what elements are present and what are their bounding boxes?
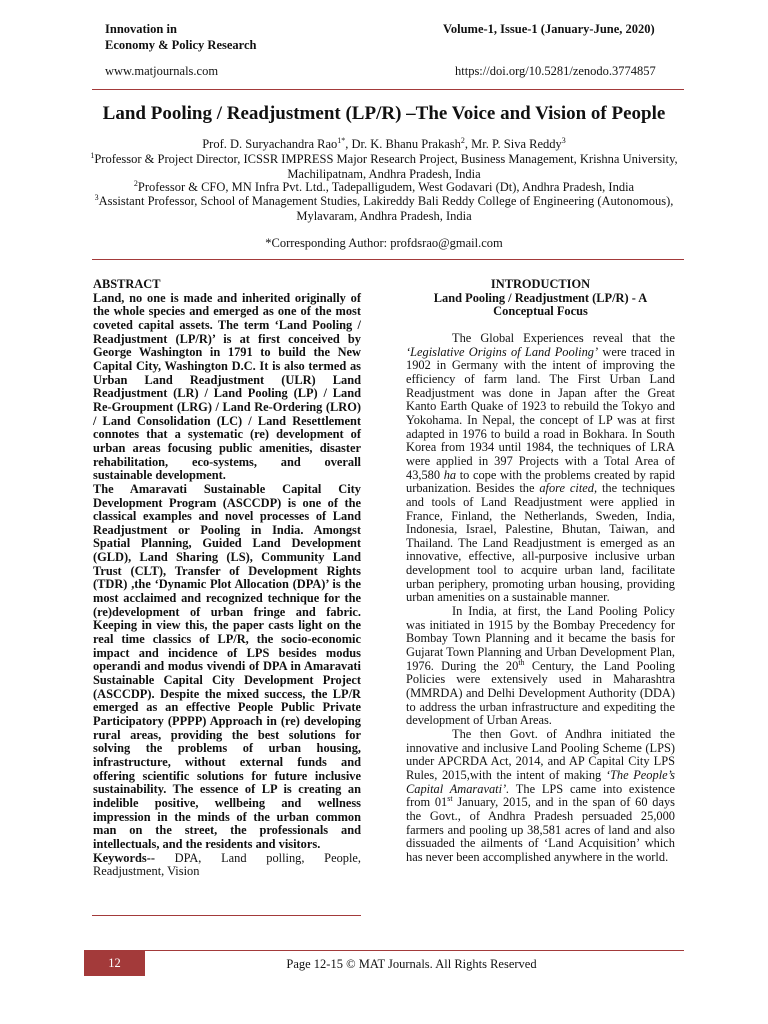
title-block-rule bbox=[92, 259, 684, 260]
keywords bbox=[93, 852, 361, 879]
abstract-rule bbox=[92, 915, 361, 916]
journal-name: Innovation in Economy & Policy Research bbox=[105, 22, 257, 52]
header-rule bbox=[92, 89, 684, 90]
keywords-label: Keywords-- bbox=[93, 850, 155, 865]
introduction-heading: INTRODUCTION bbox=[490, 277, 591, 291]
abstract-heading: ABSTRACT bbox=[93, 277, 161, 291]
introduction-subheading: Land Pooling / Readjustment (LP/R) - A Conceptual Focus bbox=[433, 290, 648, 319]
volume-issue: Volume-1, Issue-1 (January-June, 2020) bbox=[443, 22, 655, 36]
doi-link[interactable]: https://doi.org/10.5281/zenodo.3774857 bbox=[455, 64, 656, 78]
affiliation-1: $^1$Professor & Project Director, ICSSR IMPRESS Major Research Project, Business Management, Krishna University, Machilipatnam, Andhra Pradesh, India bbox=[90, 150, 678, 181]
affiliation-2: $^2$Professor & CFO, MN Infra Pvt. Ltd., Tadepalligudem, West Godavari (Dt), Andhra Pradesh, India bbox=[133, 178, 635, 194]
journal-website[interactable]: www.matjournals.com bbox=[105, 64, 219, 78]
keywords-text: DPA, Land polling, People, Readjustment, Vision bbox=[93, 850, 361, 879]
abstract-paragraph-2: The Amaravati Sustainable Capital City Development Program (ASCCDP) is one of the classical examples and novel processes of Land Readjustment or Pooling in India. Amongst Spatial Planning, Guided Land Development (GLD), Land Sharing (LS), Community Land Trust (CLT), Transfer of Development Rights (TDR) ,the ‘Dynamic Plot Allocation (DPA)’ is the most acclaimed and recognized technique for the (re)development of urban fringe and fabric. Keeping in view this, the paper casts light on the real time classics of LP/R, the socio-economic impact and incidence of LPS besides modus operandi and modus vivendi of DPA in Amaravati Sustainable Capital City Development Project (ASCCDP). Despite the mixed success, the LP/R emerged as an effective People Public Private Participatory (PPPP) Approach in (re) developing rural areas, providing the best solutions for solving the problems of urban housing, infrastructure, without external funds and offering scientific solutions for future inclusive sustainability. The essence of LP is creating an indelible positive, wellbeing and wellness impression in the minds of the urban common man on the street, the professionals and intellectuals, and the residents and visitors. bbox=[93, 481, 361, 851]
abstract-section bbox=[93, 278, 361, 879]
intro-paragraph-3: The then Govt. of Andhra initiated the innovative and inclusive Land Pooling Scheme (LPS) under APCRDA Act, 2014, and AP Capital City LPS Rules, 2015,with the intent of making ‘The People’s Capital Amaravati’. The LPS came into existence from 01st January, 2015, and in the span of 60 days the Govt., of Andhra Pradesh persuaded 25,000 farmers and pooling up 38,581 acres of land and also dissuaded the ailments of ‘Land Acquisition’ which has never been accomplished anywhere in the world. bbox=[406, 727, 675, 864]
page-number-badge: 12 bbox=[84, 951, 145, 976]
footer-copyright: Page 12-15 © MAT Journals. All Rights Reserved bbox=[286, 957, 537, 971]
intro-paragraph-1: The Global Experiences reveal that the ‘Legislative Origins of Land Pooling’ were traced in 1902 in Germany with the intent of improving the efficiency of farm land. The First Urban Land Readjustment was done in Japan after the Great Kanto Earth Quake of 1923 to rebuild the Tokyo and Yokohama. In Nepal, the concept of LP was at first adapted in 1976 to build a road in Bokhara. In South Korea from 1934 until 1984, the techniques of LRA were applied in 397 Projects with a Total Area of 43,580 ha to cope with the problems created by rapid urbanization. Besides the afore cited, the techniques and tools of Land Readjustment were applied in France, Finland, the Netherlands, Sweden, India, Indonesia, Israel, Palestine, Bhutan, Taiwan, and Thailand. The Land Readjustment is emerged as an innovative, effective, all-purposive inclusive urban development tool to acquire urban land, facilitate urban periphery, promoting urban housing, providing urban amenities on a sustainable manner. bbox=[406, 330, 676, 605]
paper-title: Land Pooling / Readjustment (LP/R) –The Voice and Vision of People bbox=[102, 103, 666, 124]
corresponding-author: *Corresponding Author: profdsrao@gmail.com bbox=[265, 236, 503, 250]
intro-paragraph-2: In India, at first, the Land Pooling Policy was initiated in 1915 by the Bombay Precedency for Bombay Town Planning and it became the basis for Gujarat Town Planning and Urban Development Plan, 1976. During the 20th Century, the Land Pooling Policies were extensively used in Maharashtra (MMRDA) and Delhi Development Authority (DDA) to address the urban infrastructure and expediting the development of Urban Areas. bbox=[406, 604, 675, 728]
introduction-section bbox=[406, 278, 675, 865]
author-list: Prof. D. Suryachandra Rao$^{1*}$, Dr. K. Bhanu Prakash$^2$, Mr. P. Siva Reddy$^3$ bbox=[202, 135, 566, 151]
affiliation-3: $^3$Assistant Professor, School of Management Studies, Lakireddy Bali Reddy College of Engineering (Autonomous), Mylavaram, Andhra Pradesh, India bbox=[94, 192, 674, 223]
footer-rule bbox=[84, 950, 684, 951]
abstract-paragraph-1: Land, no one is made and inherited originally of the whole species and emerged as one of the most coveted capital assets. The term ‘Land Pooling / Readjustment (LP/R)’ is at first conceived by George Washington in 1791 to build the New Capital City, Washington D.C. It is also termed as Urban Land Readjustment (ULR) Land Readjustment (LR) / Land Pooling (LP) / Land Re-Groupment (LRG) / Land Re-Ordering (LRO) / Land Consolidation (LC) / Land Resettlement connotes that a systematic (re) development of urban areas focusing public amenities, disaster rehabilitation, eco-systems, and overall sustainable development. bbox=[93, 290, 361, 483]
